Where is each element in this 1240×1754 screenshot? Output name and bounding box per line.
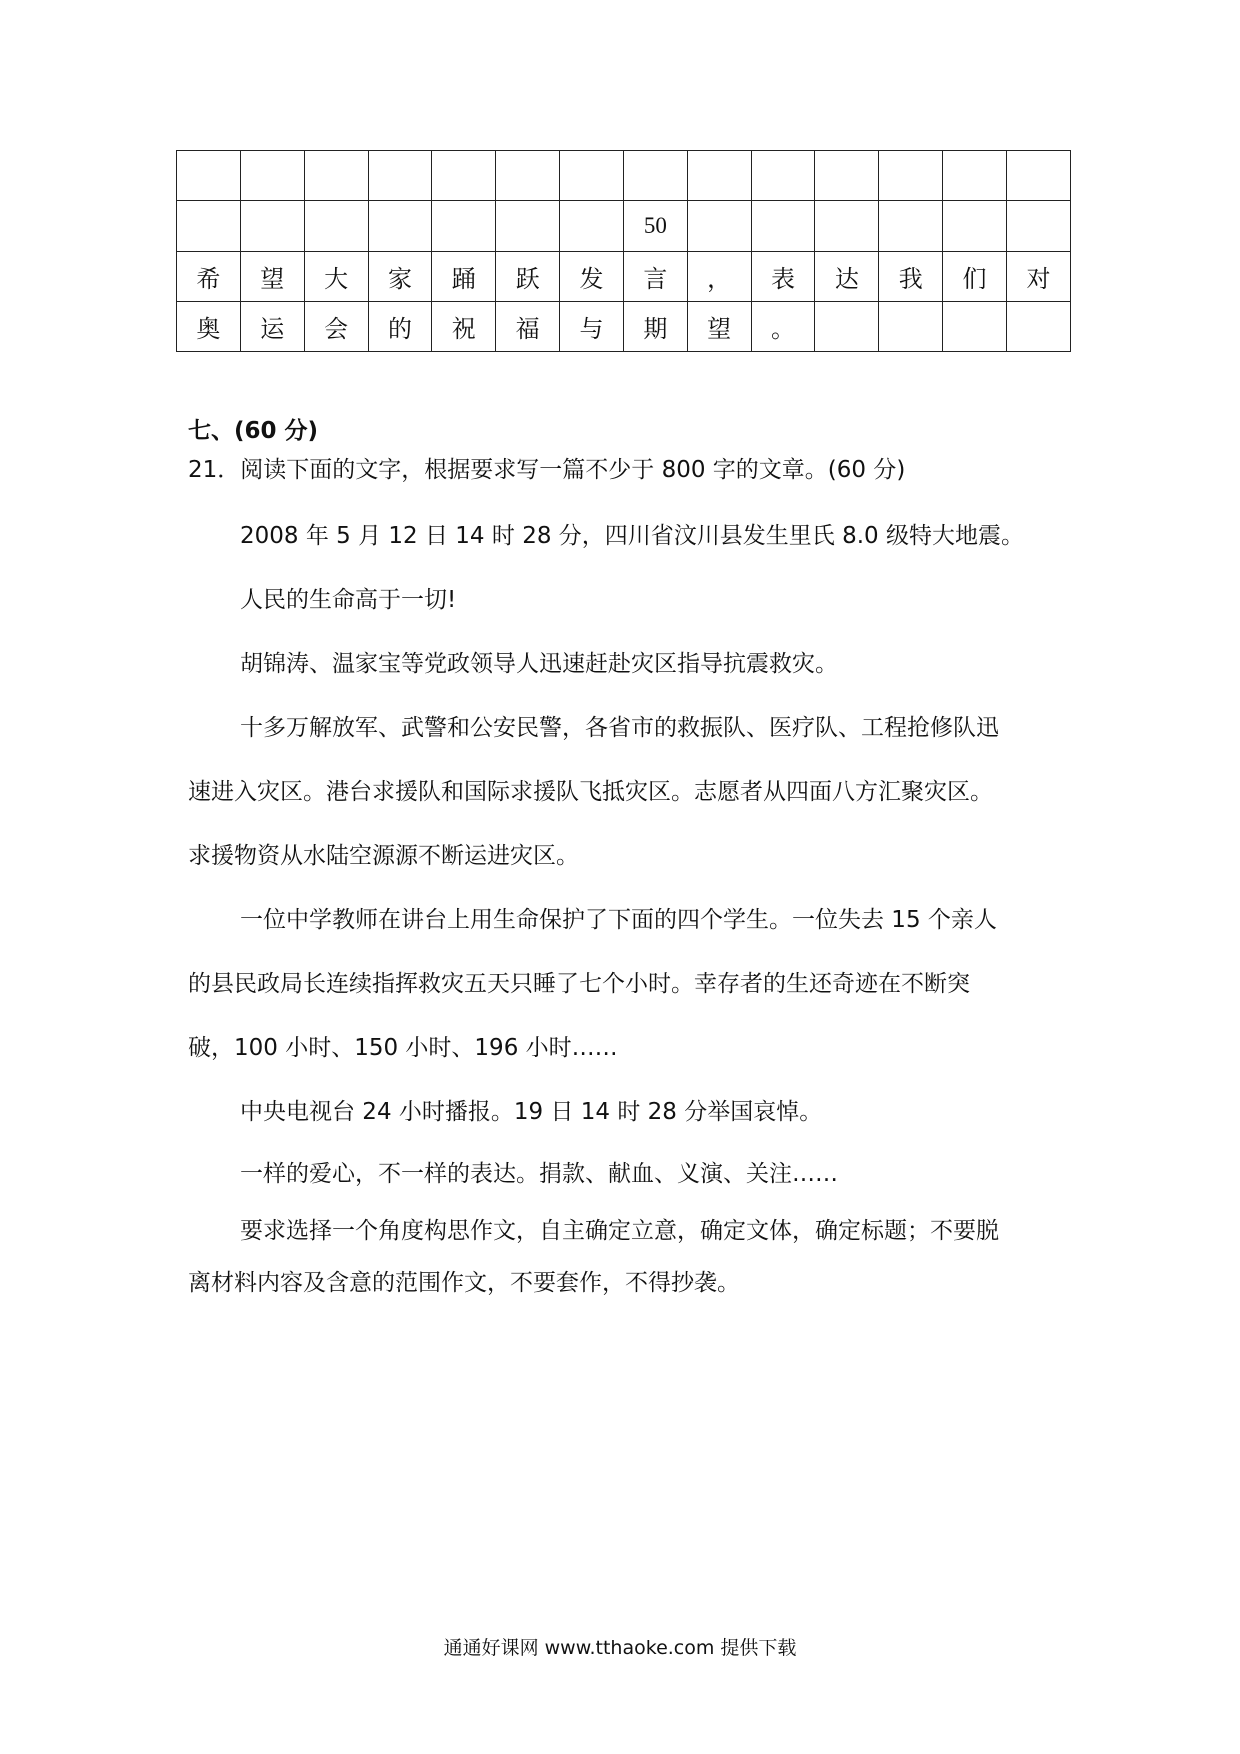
material-line: 十多万解放军、武警和公安民警，各省市的救振队、医疗队、工程抢修队迅: [240, 715, 999, 741]
grid-cell: 们: [943, 251, 1007, 301]
grid-cell: 大: [304, 251, 368, 301]
grid-cell: 福: [496, 301, 560, 351]
grid-row: [177, 151, 1071, 201]
grid-cell: 跃: [496, 251, 560, 301]
grid-cell: [879, 151, 943, 201]
grid-cell: [560, 201, 624, 251]
material-line: 一样的爱心，不一样的表达。捐款、献血、义演、关注……: [240, 1161, 838, 1187]
grid-cell: [943, 151, 1007, 201]
grid-cell: [1006, 301, 1070, 351]
section-heading: 七、(60 分): [188, 418, 319, 444]
grid-cell: [751, 201, 815, 251]
requirement-line: 离材料内容及含意的范围作文，不要套作，不得抄袭。: [188, 1270, 740, 1296]
grid-cell: [815, 201, 879, 251]
grid-cell: [879, 301, 943, 351]
grid-row: [177, 301, 1071, 351]
grid-cell: 运: [240, 301, 304, 351]
grid-cell: 望: [240, 251, 304, 301]
grid-cell: [815, 301, 879, 351]
grid-cell: 奥: [177, 301, 241, 351]
grid-cell: 言: [623, 251, 687, 301]
grid-cell: 50: [623, 201, 687, 251]
grid-cell: [879, 201, 943, 251]
grid-cell: [943, 201, 1007, 251]
grid-cell: 我: [879, 251, 943, 301]
grid-cell: 的: [368, 301, 432, 351]
grid-cell: 表: [751, 251, 815, 301]
grid-cell: [368, 201, 432, 251]
grid-cell: [432, 151, 496, 201]
grid-cell: 望: [687, 301, 751, 351]
grid-cell: 踊: [432, 251, 496, 301]
material-line: 的县民政局长连续指挥救灾五天只睡了七个小时。幸存者的生还奇迹在不断突: [188, 971, 970, 997]
material-line: 人民的生命高于一切!: [240, 587, 457, 613]
question-prompt: 21．阅读下面的文字，根据要求写一篇不少于 800 字的文章。(60 分): [188, 457, 906, 483]
grid-cell: [687, 201, 751, 251]
grid-cell: [177, 201, 241, 251]
grid-cell: 与: [560, 301, 624, 351]
grid-cell: 会: [304, 301, 368, 351]
grid-cell: 祝: [432, 301, 496, 351]
grid-cell: [1006, 201, 1070, 251]
footer-source: 通通好课网 www.tthaoke.com 提供下载: [443, 1637, 797, 1659]
material-line: 速进入灾区。港台求援队和国际求援队飞抵灾区。志愿者从四面八方汇聚灾区。: [188, 779, 993, 805]
grid-cell: 家: [368, 251, 432, 301]
grid-cell: [304, 151, 368, 201]
grid-cell: 期: [623, 301, 687, 351]
grid-cell: [815, 151, 879, 201]
grid-cell: 达: [815, 251, 879, 301]
grid-cell: [560, 151, 624, 201]
material-line: 胡锦涛、温家宝等党政领导人迅速赶赴灾区指导抗震救灾。: [240, 651, 838, 677]
material-line: 中央电视台 24 小时播报。19 日 14 时 28 分举国哀悼。: [240, 1099, 823, 1125]
grid-cell: 。: [751, 301, 815, 351]
grid-row: [177, 251, 1071, 301]
grid-cell: [496, 151, 560, 201]
grid-cell: [1006, 151, 1070, 201]
material-line: 2008 年 5 月 12 日 14 时 28 分，四川省汶川县发生里氏 8.0 级特大地震。: [240, 523, 1024, 549]
material-line: 破，100 小时、150 小时、196 小时……: [188, 1035, 618, 1061]
grid-cell: [751, 151, 815, 201]
grid-cell: [304, 201, 368, 251]
grid-cell: [368, 151, 432, 201]
grid-cell: [687, 151, 751, 201]
grid-row: [177, 201, 1071, 251]
material-line: 求援物资从水陆空源源不断运进灾区。: [188, 843, 579, 869]
grid-cell: [943, 301, 1007, 351]
grid-cell: [177, 151, 241, 201]
grid-cell: [496, 201, 560, 251]
material-line: 一位中学教师在讲台上用生命保护了下面的四个学生。一位失去 15 个亲人: [240, 907, 997, 933]
grid-cell: ，: [687, 251, 751, 301]
grid-cell: [432, 201, 496, 251]
grid-cell: [623, 151, 687, 201]
grid-cell: [240, 151, 304, 201]
grid-cell: [240, 201, 304, 251]
grid-cell: 对: [1006, 251, 1070, 301]
answer-grid: [176, 150, 1071, 352]
requirement-line: 要求选择一个角度构思作文，自主确定立意，确定文体，确定标题；不要脱: [240, 1218, 999, 1244]
grid-cell: 希: [177, 251, 241, 301]
grid-cell: 发: [560, 251, 624, 301]
